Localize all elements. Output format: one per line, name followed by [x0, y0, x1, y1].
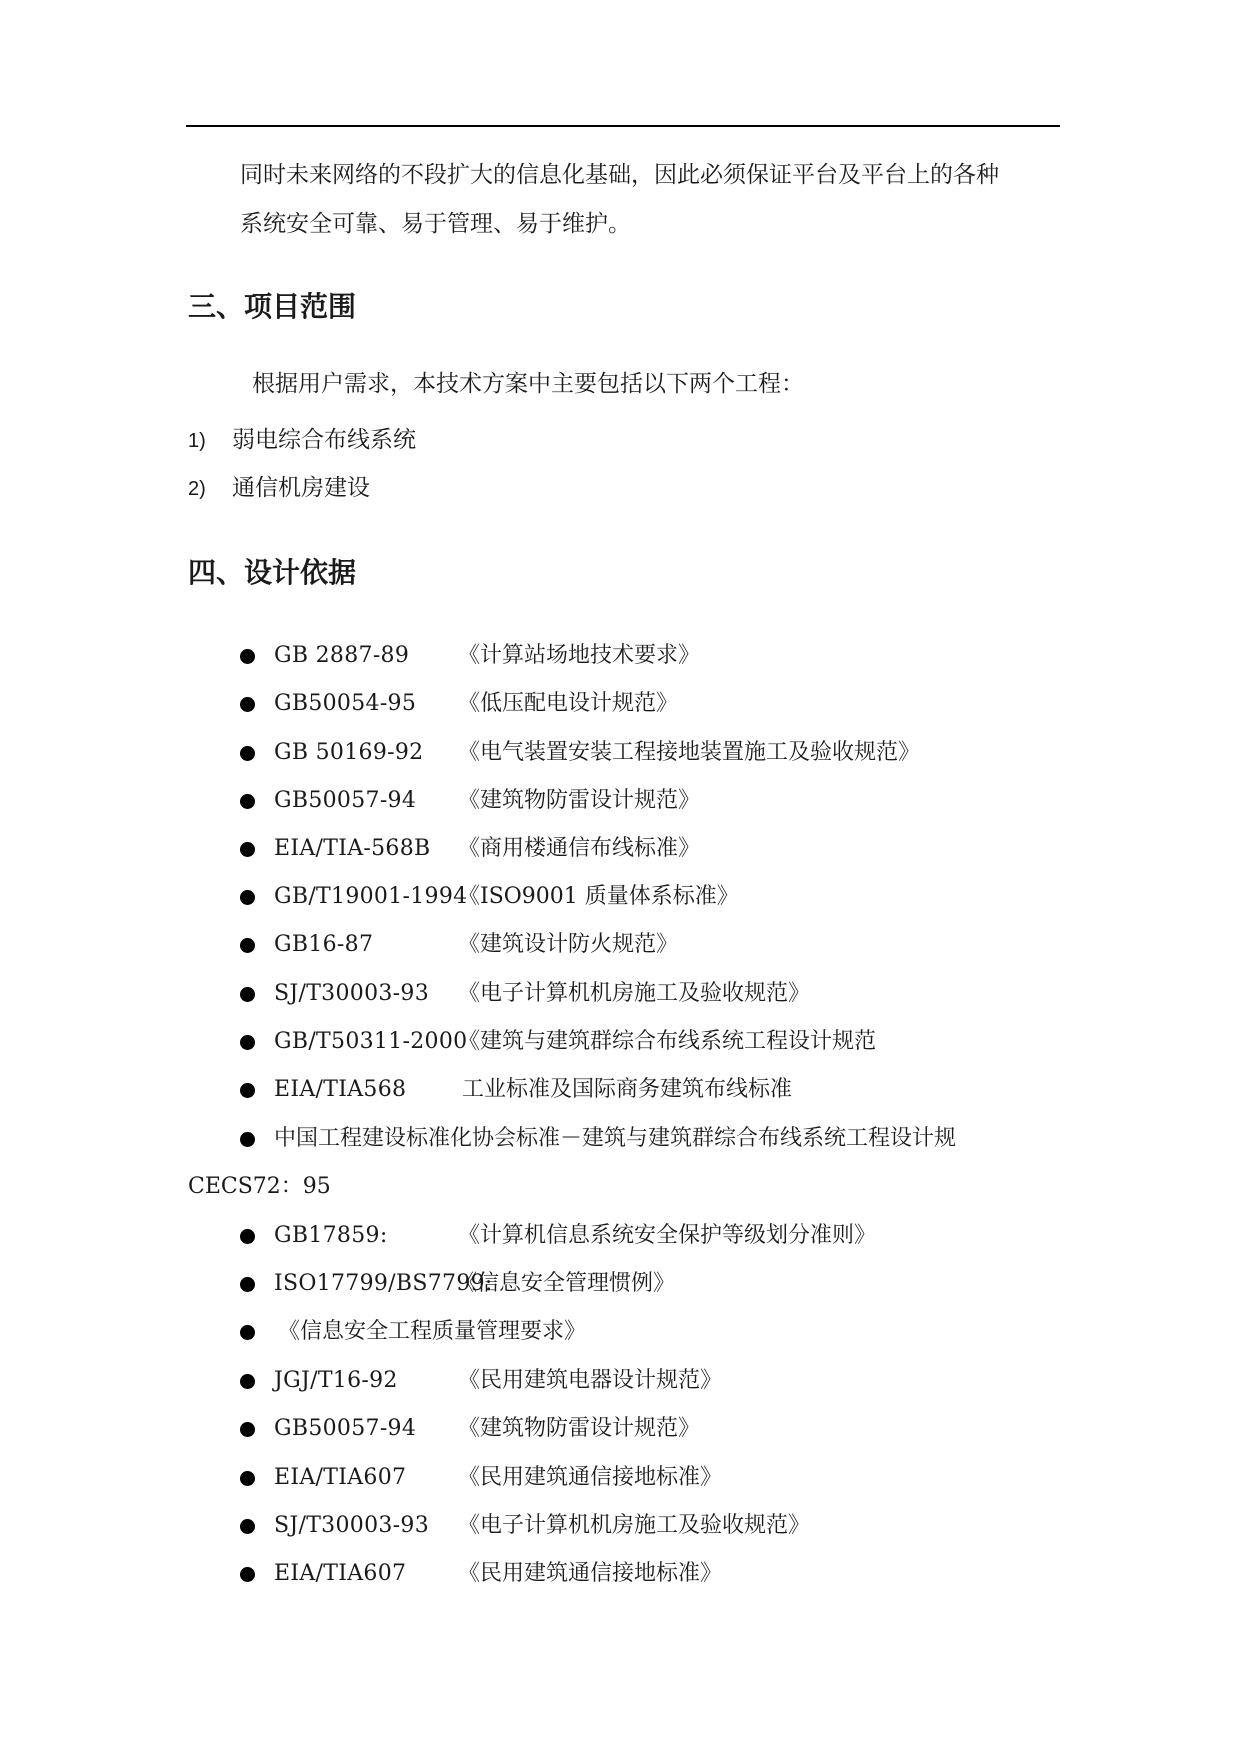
bullet-icon — [240, 1035, 255, 1050]
standard-title: 《民用建筑通信接地标准》 — [458, 1561, 723, 1586]
bullet-icon — [240, 1422, 255, 1437]
standard-title: 《信息安全管理惯例》 — [455, 1271, 676, 1296]
standard-title: 《建筑物防雷设计规范》 — [458, 788, 701, 813]
standard-code: GB17859: — [274, 1223, 388, 1248]
standard-title: 工业标准及国际商务建筑布线标准 — [462, 1077, 793, 1102]
standard-code: GB/T50311-2000 — [274, 1029, 468, 1054]
section4-heading: 四、设计依据 — [188, 556, 357, 589]
standard-code: GB/T19001-1994 — [274, 884, 468, 909]
standard-title: 《低压配电设计规范》 — [458, 691, 679, 716]
bullet-icon — [240, 842, 255, 857]
list-item-text: 弱电综合布线系统 — [232, 427, 416, 453]
section3-heading: 三、项目范围 — [188, 290, 357, 323]
standard-code: GB50057-94 — [274, 788, 417, 813]
standard-title: 《电气装置安装工程接地装置施工及验收规范》 — [458, 740, 921, 765]
standard-code: EIA/TIA-568B — [274, 836, 431, 861]
list-item-number: 1) — [188, 430, 206, 452]
bullet-icon — [240, 1567, 255, 1582]
intro-paragraph-line2: 系统安全可靠、易于管理、易于维护。 — [240, 211, 631, 237]
standard-code: GB50054-95 — [274, 691, 417, 716]
standard-title: 《商用楼通信布线标准》 — [458, 836, 701, 861]
standard-title: 《计算机信息系统安全保护等级划分准则》 — [458, 1223, 877, 1248]
header-rule — [186, 125, 1060, 127]
standard-code: ISO17799/BS7799: — [274, 1271, 493, 1296]
standard-title: 《民用建筑通信接地标准》 — [458, 1465, 723, 1490]
bullet-icon — [240, 1325, 255, 1340]
section3-intro: 根据用户需求，本技术方案中主要包括以下两个工程： — [252, 371, 804, 397]
standard-code: GB 50169-92 — [274, 740, 424, 765]
standard-title: 《电子计算机机房施工及验收规范》 — [458, 981, 811, 1006]
standard-code: GB50057-94 — [274, 1416, 417, 1441]
standard-code: EIA/TIA607 — [274, 1561, 407, 1586]
bullet-icon — [240, 987, 255, 1002]
standard-title: 《建筑物防雷设计规范》 — [458, 1416, 701, 1441]
standard-title: 《计算站场地技术要求》 — [458, 643, 701, 668]
standard-code: EIA/TIA568 — [274, 1077, 407, 1102]
bullet-icon — [240, 649, 255, 664]
standard-text-line1: 中国工程建设标准化协会标准－建筑与建筑群综合布线系统工程设计规 — [274, 1126, 957, 1151]
standard-title: 《建筑与建筑群综合布线系统工程设计规范 — [458, 1029, 877, 1054]
standard-title: 《民用建筑电器设计规范》 — [458, 1368, 723, 1393]
standard-code: EIA/TIA607 — [274, 1465, 407, 1490]
bullet-icon — [240, 1132, 255, 1147]
standard-title: 《信息安全工程质量管理要求》 — [278, 1319, 587, 1344]
standard-title: 《ISO9001 质量体系标准》 — [458, 884, 739, 909]
bullet-icon — [240, 1277, 255, 1292]
bullet-icon — [240, 1229, 255, 1244]
standard-code: GB 2887-89 — [274, 643, 410, 668]
bullet-icon — [240, 890, 255, 905]
bullet-icon — [240, 794, 255, 809]
bullet-icon — [240, 1471, 255, 1486]
standard-code: GB16-87 — [274, 932, 374, 957]
bullet-icon — [240, 938, 255, 953]
standard-text-line2: CECS72：95 — [188, 1174, 331, 1199]
bullet-icon — [240, 697, 255, 712]
list-item-number: 2) — [188, 478, 206, 500]
standard-title: 《电子计算机机房施工及验收规范》 — [458, 1513, 811, 1538]
standard-title: 《建筑设计防火规范》 — [458, 932, 679, 957]
standard-code: JGJ/T16-92 — [274, 1368, 398, 1393]
bullet-icon — [240, 746, 255, 761]
list-item — [188, 474, 370, 503]
list-item-text: 通信机房建设 — [232, 475, 370, 501]
list-item — [188, 426, 416, 455]
standard-code: SJ/T30003-93 — [274, 981, 429, 1006]
bullet-icon — [240, 1083, 255, 1098]
intro-paragraph-line1: 同时未来网络的不段扩大的信息化基础，因此必须保证平台及平台上的各种 — [240, 162, 999, 188]
bullet-icon — [240, 1519, 255, 1534]
standard-code: SJ/T30003-93 — [274, 1513, 429, 1538]
bullet-icon — [240, 1374, 255, 1389]
